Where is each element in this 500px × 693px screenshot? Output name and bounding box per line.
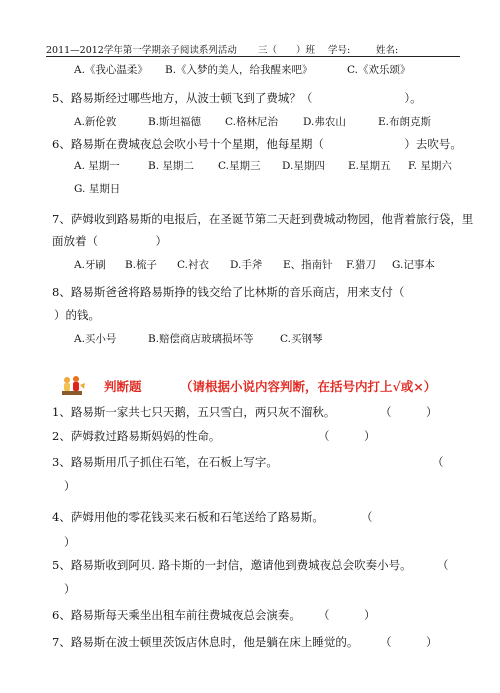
question-7-line-1: 7、萨姆收到路易斯的电报后，在圣诞节第二天赶到费城动物园，他背着旅行袋，里 — [52, 212, 474, 226]
q6-option-g: G. 星期日 — [74, 183, 121, 195]
judge-item-2-answer[interactable]: （ ） — [318, 429, 376, 443]
judge-item-4: 4、萨姆用他的零花钱买来石板和石笔送给了路易斯。 — [52, 510, 324, 524]
judge-item-5-answer-close[interactable]: ） — [64, 582, 76, 596]
q6-option-c: C.星期三 — [218, 160, 261, 172]
q7-option-d: D.手斧 — [230, 259, 263, 271]
q4-option-b: B.《入梦的美人，给我醒来吧》 — [165, 64, 313, 76]
q7-option-a: A.牙刷 — [74, 259, 106, 271]
question-5: 5、路易斯经过哪些地方，从波士顿飞到了费城？（ ）。 — [52, 91, 422, 105]
judge-item-2: 2、萨姆救过路易斯妈妈的性命。 — [52, 429, 221, 443]
reading-kids-icon — [60, 375, 86, 397]
q7-option-f: F.猎刀 — [346, 259, 376, 271]
question-6: 6、路易斯在费城夜总会吹小号十个星期，他每星期（ ）去吹号。 — [52, 137, 462, 151]
q6-option-f: F. 星期六 — [408, 160, 452, 172]
q8-option-b: B.赔偿商店玻璃损坏等 — [148, 333, 254, 345]
q5-option-c: C.格林尼治 — [225, 116, 278, 128]
judge-section-title: 判断题 — [104, 379, 142, 394]
judge-item-7-answer[interactable]: （ ） — [380, 635, 438, 649]
q8-option-c: C.买钢琴 — [280, 333, 323, 345]
judge-item-3: 3、路易斯用爪子抓住石笔，在石板上写字。 — [52, 455, 278, 469]
question-8-line-1: 8、路易斯爸爸将路易斯挣的钱交给了比林斯的音乐商店，用来支付（ — [52, 285, 405, 299]
question-7-line-2: 面放着（ ） — [52, 234, 167, 248]
q6-option-a: A. 星期一 — [74, 160, 120, 172]
q8-option-a: A.买小号 — [74, 333, 117, 345]
q7-option-g: G.记事本 — [392, 259, 435, 271]
q6-option-e: E.星期五 — [348, 160, 391, 172]
q4-option-c: C.《欢乐颂》 — [347, 64, 411, 76]
q4-option-a: A.《我心温柔》 — [74, 64, 148, 76]
judge-item-1: 1、路易斯一家共七只天鹅，五只雪白，两只灰不溜秋。 — [52, 405, 336, 419]
header-student-number: 学号: — [328, 45, 351, 56]
judge-item-3-answer-open[interactable]: （ — [432, 455, 444, 469]
judge-section-instructions: （请根据小说内容判断，在括号内打上√或×） — [180, 379, 437, 394]
q5-option-d: D.弗农山 — [303, 116, 346, 128]
header-class: 三（ ）班 — [258, 45, 316, 56]
q5-option-e: E.布朗克斯 — [378, 116, 432, 128]
q5-option-a: A.新伦敦 — [74, 116, 117, 128]
header-title: 2011—2012学年第一学期亲子阅读系列活动 — [46, 45, 237, 56]
judge-item-4-answer-close[interactable]: ） — [64, 535, 76, 549]
judge-item-4-answer-open[interactable]: （ — [361, 510, 373, 524]
judge-section-header — [60, 375, 480, 395]
judge-item-6: 6、路易斯每天乘坐出租车前往费城夜总会演奏。 — [52, 608, 301, 622]
q7-option-e: E、指南针 — [283, 259, 333, 271]
judge-item-5-answer-open[interactable]: （ — [437, 558, 449, 572]
q7-option-b: B.梳子 — [125, 259, 158, 271]
judge-item-7: 7、路易斯在波士顿里茨饭店休息时，他是躺在床上睡觉的。 — [52, 635, 359, 649]
q6-option-d: D.星期四 — [282, 160, 325, 172]
header-name: 姓名: — [376, 45, 399, 56]
q7-option-c: C.衬衣 — [177, 259, 209, 271]
question-8-line-2: ）的钱。 — [54, 308, 100, 322]
q6-option-b: B. 星期二 — [148, 160, 194, 172]
judge-item-6-answer[interactable]: （ ） — [318, 608, 376, 622]
judge-item-5: 5、路易斯收到阿贝. 路卡斯的一封信，邀请他到费城夜总会吹奏小号。 — [52, 558, 412, 572]
judge-item-3-answer-close[interactable]: ） — [64, 479, 76, 493]
worksheet-header — [46, 40, 460, 57]
judge-item-1-answer[interactable]: （ ） — [380, 405, 438, 419]
q5-option-b: B.斯坦福德 — [148, 116, 202, 128]
